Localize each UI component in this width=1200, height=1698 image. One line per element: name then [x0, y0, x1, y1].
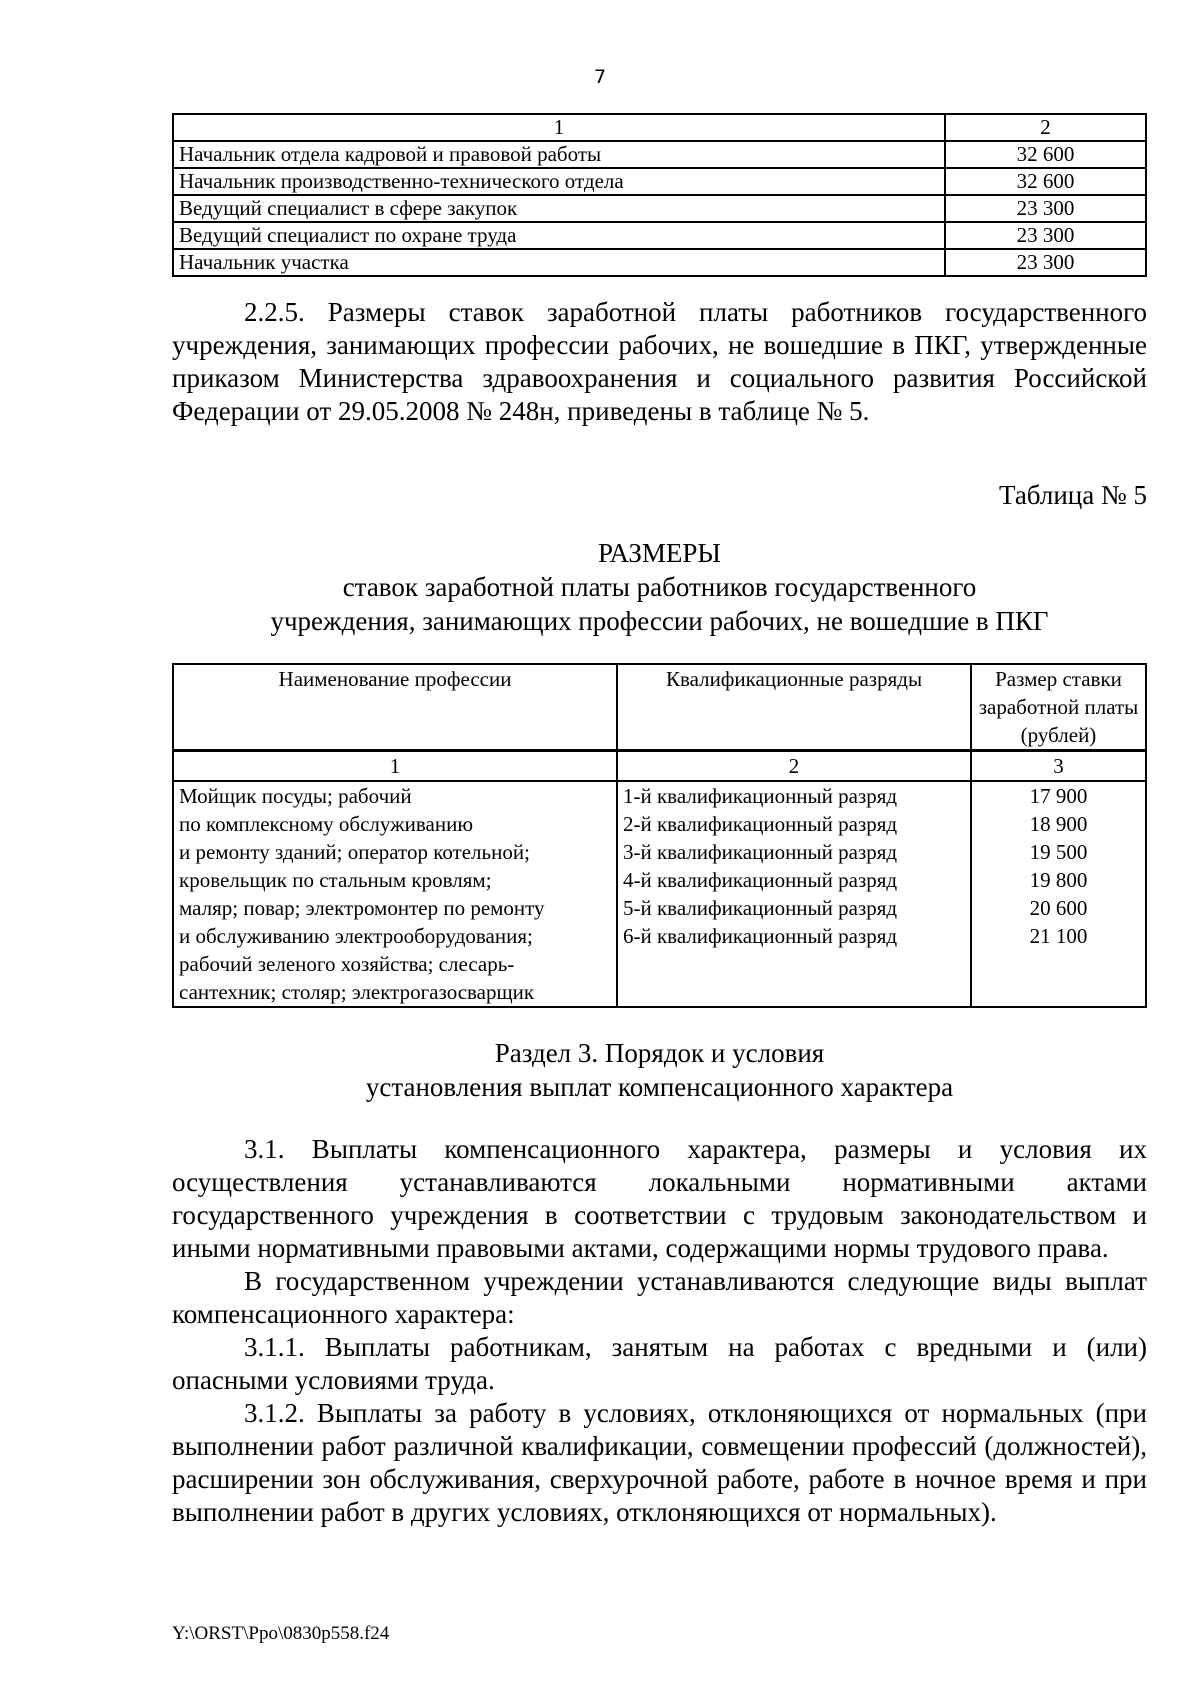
table-header-row: [173, 114, 1146, 141]
table-title-line: РАЗМЕРЫ: [598, 538, 721, 568]
profession-list: [173, 781, 617, 1007]
table-label: Таблица № 5: [999, 480, 1147, 510]
grade-item: 5-й квалификационный разряд: [623, 896, 898, 920]
paragraph-2-2-5: 2.2.5. Размеры ставок заработной платы работников государственного учреждения, занимающих профессии рабочих, не вошедшие в ПКГ, утвержденные приказом Министерства здравоохранения и социального развития Российской Федерации от 29.05.2008 № 248н, приведены в таблице № 5.: [172, 297, 1147, 426]
rate-value: 20 600: [1029, 896, 1088, 920]
table-header-row: [173, 664, 1146, 751]
profession-line: по комплексному обслуживанию: [179, 812, 474, 836]
rate-value: 17 900: [1029, 784, 1088, 808]
salary-value: 23 300: [945, 195, 1146, 222]
grade-item: 4-й квалификационный разряд: [623, 868, 898, 892]
paragraph-3-1-2: 3.1.2. Выплаты за работу в условиях, отклоняющихся от нормальных (при выполнении работ различной квалификации, совмещении профессий (должностей), расширении зон обслуживания, сверхурочной работе, работе в ночное время и при выполнении работ в других условиях, отклоняющихся от нормальных).: [172, 1398, 1147, 1527]
column-number: 1: [173, 114, 945, 141]
paragraph-3-1-1: 3.1.1. Выплаты работникам, занятым на работах с вредными и (или) опасными условиями труда.: [172, 1332, 1147, 1395]
header-profession: Наименование профессии: [173, 664, 617, 751]
column-number-row: [173, 751, 1146, 782]
rate-list: [971, 781, 1146, 1007]
position-name: Начальник участка: [173, 249, 945, 276]
paragraph-payment-types: В государственном учреждении устанавливаются следующие виды выплат компенсационного характера:: [172, 1266, 1147, 1329]
table-row: [173, 141, 1146, 168]
page-number: 7: [593, 66, 607, 88]
salary-value: 32 600: [945, 141, 1146, 168]
table-row: [173, 249, 1146, 276]
rate-value: 19 500: [1029, 840, 1088, 864]
column-number: 2: [617, 751, 971, 782]
section-3-body: [172, 1133, 1147, 1529]
profession-line: и ремонту зданий; оператор котельной;: [179, 840, 530, 864]
grade-item: 3-й квалификационный разряд: [623, 840, 898, 864]
section-title-line: установления выплат компенсационного характера: [365, 1072, 954, 1102]
profession-line: кровельщик по стальным кровлям;: [179, 868, 492, 892]
profession-line: сантехник; столяр; электрогазосварщик: [179, 980, 535, 1004]
grade-item: 2-й квалификационный разряд: [623, 812, 898, 836]
column-number: 1: [173, 751, 617, 782]
table-row: [173, 781, 1146, 1007]
grade-item: 1-й квалификационный разряд: [623, 784, 898, 808]
grade-list: [617, 781, 971, 1007]
table-row: [173, 222, 1146, 249]
position-name: Ведущий специалист в сфере закупок: [173, 195, 945, 222]
rate-value: 18 900: [1029, 812, 1088, 836]
column-number: 2: [945, 114, 1146, 141]
table-row: [173, 168, 1146, 195]
salary-value: 23 300: [945, 222, 1146, 249]
column-number: 3: [971, 751, 1146, 782]
salary-value: 32 600: [945, 168, 1146, 195]
file-path-footer: Y:\ORST\Ppo\0830p558.f24: [172, 1623, 390, 1644]
header-grades: Квалификационные разряды: [617, 664, 971, 751]
position-name: Начальник отдела кадровой и правовой работы: [173, 141, 945, 168]
paragraph-3-1: 3.1. Выплаты компенсационного характера, размеры и условия их осуществления устанавливаются локальными нормативными актами государственного учреждения в соответствии с трудовым законодательством и иными нормативными правовыми актами, содержащими нормы трудового права.: [172, 1134, 1147, 1263]
table-title-line: учреждения, занимающих профессии рабочих, не вошедшие в ПКГ: [270, 606, 1049, 636]
profession-line: и обслуживанию электрооборудования;: [179, 924, 533, 948]
header-rate: Размер ставки заработной платы (рублей): [971, 664, 1146, 751]
table-row: [173, 195, 1146, 222]
rate-value: 19 800: [1029, 868, 1088, 892]
profession-line: Мойщик посуды; рабочий: [179, 784, 412, 808]
position-name: Начальник производственно-технического отдела: [173, 168, 945, 195]
section-title-line: Раздел 3. Порядок и условия: [494, 1038, 825, 1068]
section-heading: [172, 1036, 1147, 1104]
table-title-line: ставок заработной платы работников государственного: [342, 572, 977, 602]
position-name: Ведущий специалист по охране труда: [173, 222, 945, 249]
worker-rates-table: [172, 663, 1147, 1008]
table-title: [172, 536, 1147, 638]
profession-line: рабочий зеленого хозяйства; слесарь-: [179, 952, 515, 976]
salary-value: 23 300: [945, 249, 1146, 276]
salary-table-continued: [172, 113, 1147, 277]
grade-item: 6-й квалификационный разряд: [623, 924, 898, 948]
profession-line: маляр; повар; электромонтер по ремонту: [179, 896, 545, 920]
rate-value: 21 100: [1029, 924, 1088, 948]
